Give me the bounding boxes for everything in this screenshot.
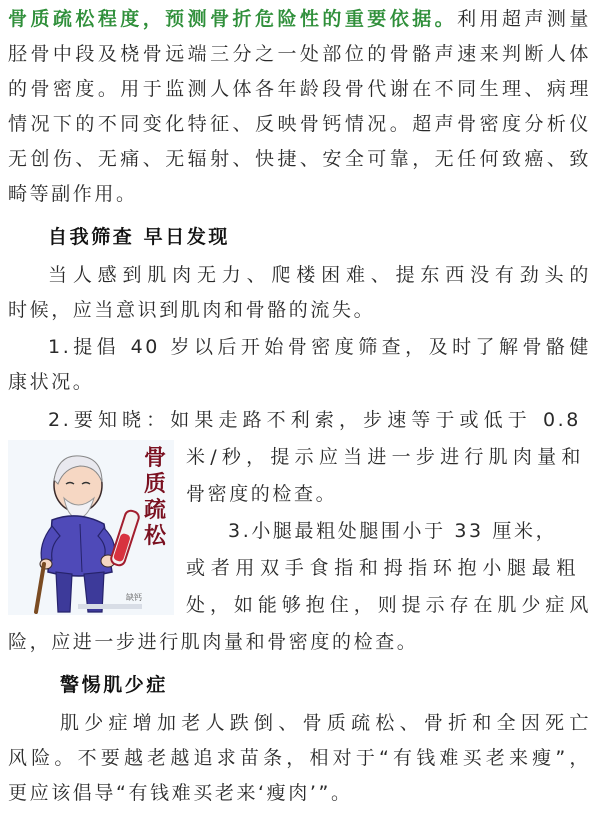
highlight-text: 骨质疏松程度，预测骨折危险性的重要依据。 bbox=[8, 8, 458, 30]
paragraph-line: 情况下的不同变化特征、反映骨钙情况。超声骨密度分析仪 bbox=[8, 113, 591, 135]
section-heading: 自我筛查 早日发现 bbox=[48, 226, 231, 248]
list-item-line: 或者用双手食指和拇指环抱小腿最粗 bbox=[186, 557, 578, 579]
paragraph-line: 肌少症增加老人跌倒、骨质疏松、骨折和全因死亡 bbox=[60, 712, 591, 734]
list-item-line: 险，应进一步进行肌肉量和骨密度的检查。 bbox=[8, 631, 419, 653]
paragraph-text: 利用超声测量 bbox=[457, 8, 591, 30]
figure-vertical-title: 骨质疏松 bbox=[143, 446, 166, 549]
paragraph-line: 无创伤、无痛、无辐射、快捷、安全可靠，无任何致癌、致 bbox=[8, 148, 591, 170]
paragraph-line: 畸等副作用。 bbox=[8, 183, 138, 205]
figure-caption-small: 缺钙 bbox=[126, 593, 142, 602]
list-item-line: 米/秒，提示应当进一步进行肌肉量和 bbox=[186, 446, 583, 468]
list-item-line: 2.要知晓：如果走路不利索，步速等于或低于 0.8 bbox=[48, 409, 581, 431]
paragraph-line: 胫骨中段及桡骨远端三分之一处部位的骨骼声速来判断人体 bbox=[8, 43, 591, 65]
watermark-bar bbox=[78, 604, 142, 609]
paragraph-line: 的骨密度。用于监测人体各年龄段骨代谢在不同生理、病理 bbox=[8, 78, 591, 100]
paragraph-line bbox=[8, 2, 591, 37]
list-item-line: 骨密度的检查。 bbox=[186, 483, 338, 505]
paragraph-line: 当人感到肌肉无力、爬楼困难、提东西没有劲头的 bbox=[48, 264, 591, 286]
section-heading: 警惕肌少症 bbox=[60, 674, 169, 696]
list-item-line: 1.提倡 40 岁以后开始骨密度筛查，及时了解骨骼健 bbox=[48, 336, 591, 358]
list-item-line: 3.小腿最粗处腿围小于 33 厘米， bbox=[228, 520, 558, 542]
paragraph-line: 更应该倡导“有钱难买老来‘瘦肉’”。 bbox=[8, 782, 353, 804]
paragraph-line: 时候，应当意识到肌肉和骨骼的流失。 bbox=[8, 299, 376, 321]
list-item-line: 处，如能够抱住，则提示存在肌少症风 bbox=[186, 594, 591, 616]
paragraph-line: 风险。不要越老越追求苗条，相对于“有钱难买老来瘦”， bbox=[8, 747, 591, 769]
list-item-line: 康状况。 bbox=[8, 371, 95, 393]
osteoporosis-illustration bbox=[8, 440, 174, 615]
